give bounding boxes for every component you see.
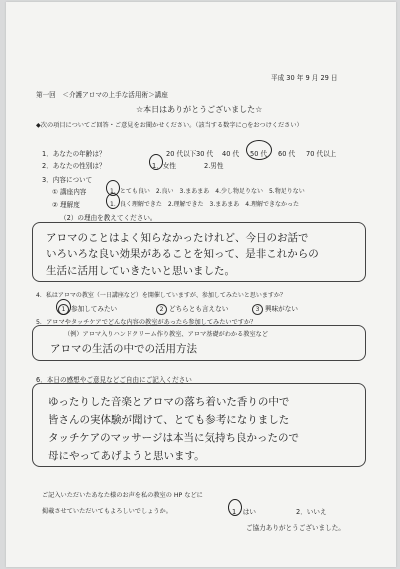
q3-reason-label: （2）の理由を教えてください。: [60, 214, 157, 222]
q1-option-60s[interactable]: 60 代: [278, 150, 296, 158]
q1-option-70s[interactable]: 70 代以上: [306, 150, 337, 158]
q2-option-female[interactable]: 1．女性: [152, 162, 176, 170]
q3-content-options[interactable]: 1．とても良い 2.良い 3.まあまあ 4.少し物足りない 5.物足りない: [110, 188, 305, 195]
q4-label: 4．私はアロマの教室（一日講座など）を開催していますが、参加してみたいと思いますか？: [36, 292, 286, 299]
q5-label: 5．アロマやタッチケアでどんな内容の教室があったら参加してみたいですか？: [36, 319, 257, 326]
q2-label: 2．あなたの性別は？: [42, 162, 106, 170]
q3-label: 3．内容について: [42, 176, 93, 184]
q1-option-30s[interactable]: 30 代: [196, 150, 214, 158]
q5-answer: アロマの生活の中での活用方法: [50, 343, 197, 355]
instruction-text: ◆次の項目についてご回答・ご意見をお聞かせください。（該当する数字に○をおつけください）: [36, 122, 303, 129]
q1-option-20s[interactable]: 20 代以下: [166, 150, 197, 158]
q6-answer-line-3: タッチケアのマッサージは本当に気持ち良かったので: [48, 432, 299, 444]
q3-understanding-label: ② 理解度: [52, 201, 80, 209]
q1-label: 1．あなたの年齢は？: [42, 150, 106, 158]
q1-selected-circle: [246, 140, 272, 160]
consent-line-2: 掲載させていただいてもよろしいでしょうか。: [42, 508, 172, 515]
q3-reason-line-3: 生活に活用していきたいと思いました。: [46, 265, 235, 277]
q2-option-male[interactable]: 2.男性: [204, 162, 224, 170]
survey-date: 平成 30 年 9 月 29 日: [271, 74, 338, 82]
thanks-heading: ☆本日はありがとうございました☆: [136, 105, 263, 114]
session-title: 第一回 ＜介護アロマの上手な活用術＞講座: [36, 91, 168, 99]
consent-no[interactable]: 2．いいえ: [296, 508, 327, 516]
q4-option-2-number: 2: [156, 304, 167, 315]
q3-understanding-selected-circle: [106, 193, 120, 209]
q3-reason-line-2: いろいろな良い効果があることを知って、是非これからの: [46, 248, 319, 260]
q4-option-1-number: 1: [58, 304, 69, 315]
q3-content-label: ① 講座内容: [52, 188, 87, 196]
q4-selected-circle: [56, 299, 71, 315]
q6-answer-line-1: ゆったりした音楽とアロマの落ち着いた香りの中で: [48, 396, 290, 408]
q6-answer-line-4: 母にやってあげようと思います。: [48, 450, 205, 462]
q1-option-40s[interactable]: 40 代: [222, 150, 240, 158]
q4-option-1-label: 参加してみたい: [71, 305, 118, 313]
q4-option-3[interactable]: [252, 303, 298, 315]
q5-example: （例）アロマ入りハンドクリーム作り教室、アロマ基礎がわかる教室など: [64, 331, 269, 338]
q3-understanding-options[interactable]: 1．良く理解できた 2.理解できた 3.まあまあ 4.理解できなかった: [110, 201, 299, 208]
survey-sheet: [6, 2, 396, 567]
q2-selected-circle: [149, 154, 163, 170]
consent-selected-circle: [228, 499, 242, 516]
q1-option-50s[interactable]: 50 代: [250, 150, 268, 158]
q4-option-3-label: 興味がない: [265, 305, 298, 313]
q4-option-3-number: 3: [252, 304, 263, 315]
consent-line-1: ご記入いただいたあなた様のお声を私の教室の HP などに: [42, 492, 203, 499]
q4-option-2-label: どちらとも言えない: [169, 305, 229, 313]
q3-reason-line-1: アロマのことはよく知らなかったけれど、今日のお話で: [46, 232, 309, 244]
closing-thanks: ご協力ありがとうございました。: [246, 524, 345, 532]
consent-yes[interactable]: 1 はい: [232, 508, 256, 516]
q6-answer-line-2: 皆さんの実体験が聞けて、とても参考になりました: [48, 414, 290, 426]
q6-label: 6．本日の感想やご意見などご自由にご記入ください: [36, 376, 192, 384]
q4-option-2[interactable]: [156, 303, 228, 315]
